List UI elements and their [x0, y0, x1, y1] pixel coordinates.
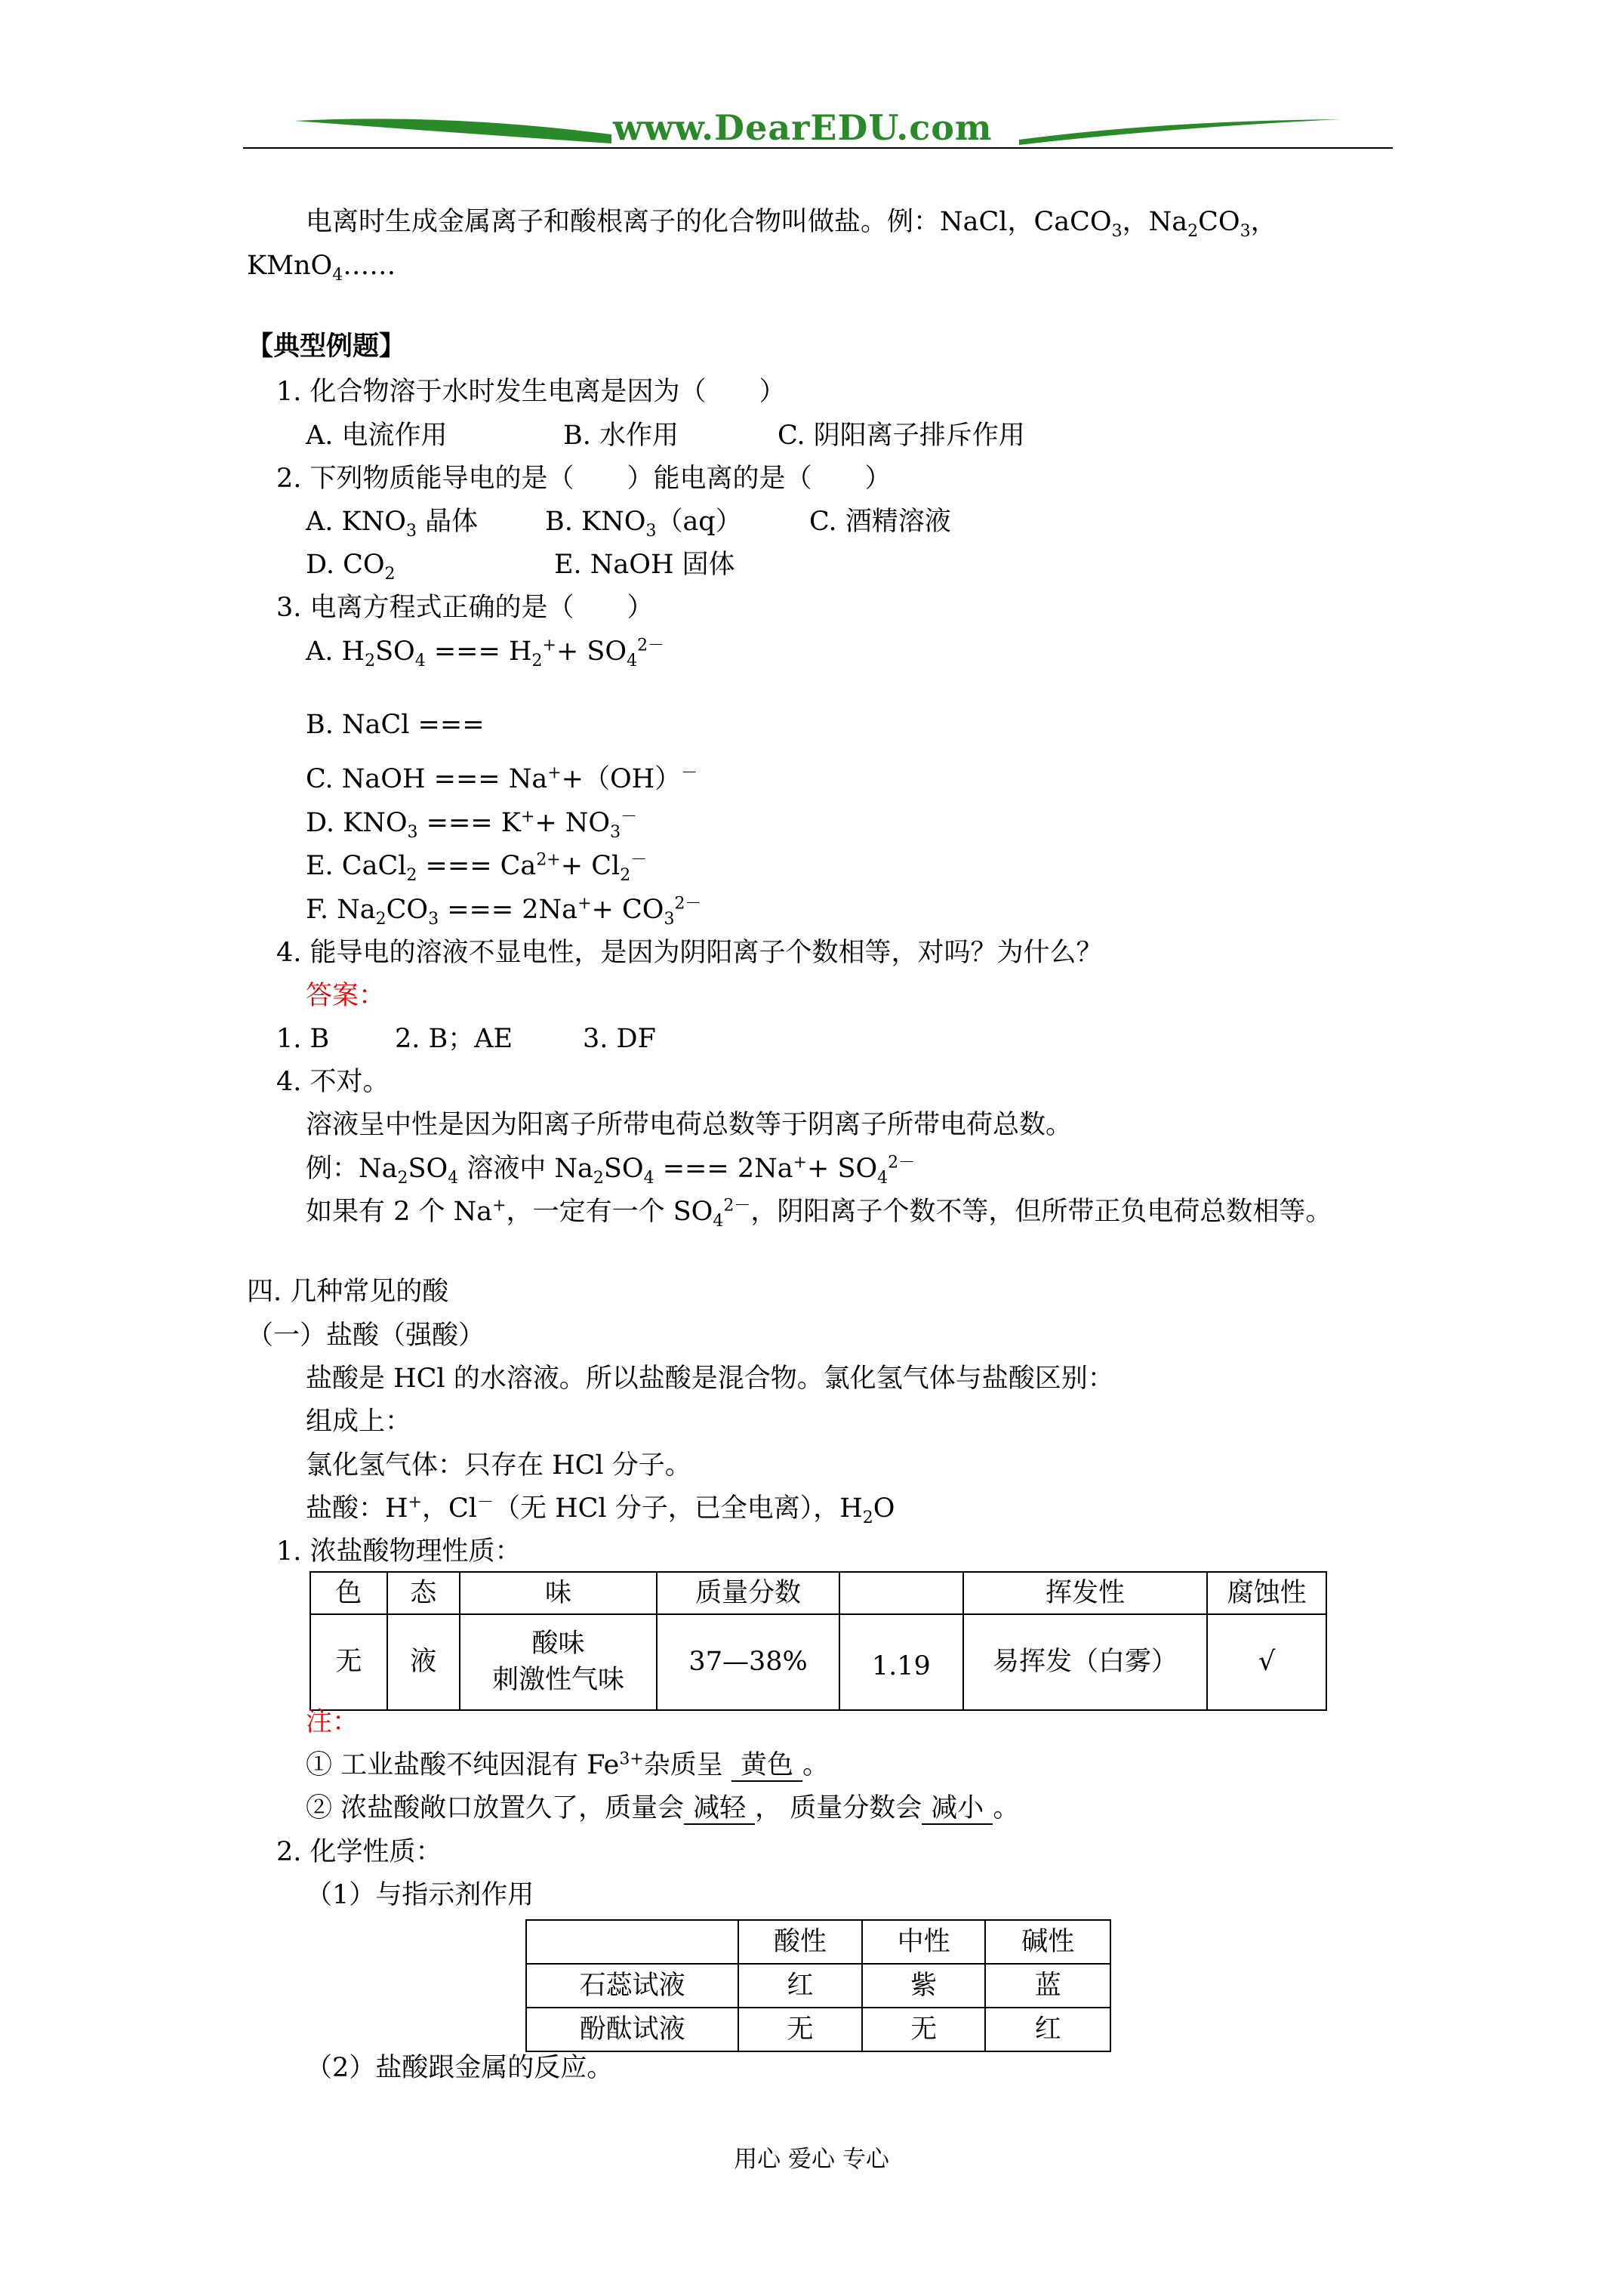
note-2: ② 浓盐酸敞口放置久了，质量会 减轻 ， 质量分数会 减小 。 [306, 1793, 1020, 1823]
answer-explain-1: 溶液呈中性是因为阳离子所带电荷总数等于阴离子所带电荷总数。 [306, 1110, 1073, 1140]
q2-option-c: C. 酒精溶液 [809, 507, 951, 537]
section-4-p4: 盐酸：H+，Cl－（无 HCl 分子，已全电离），$H_2O$ [306, 1493, 895, 1527]
table-cell: 无 [310, 1614, 387, 1710]
table-row [310, 1572, 1326, 1614]
note-1: ① 工业盐酸不纯因混有 $Fe^{3+}$杂质呈 黄色 。 [306, 1749, 829, 1780]
chemical-sub-1: （1）与指示剂作用 [306, 1880, 534, 1910]
table-cell: 红 [738, 1964, 862, 2008]
q3-option-f: F. $Na_2CO_3$ === $2Na^++ CO_3^{2-}$ [306, 894, 702, 929]
table-row [526, 1920, 1110, 1964]
indicator-table [525, 1919, 1111, 2052]
question-3: 3. 电离方程式正确的是（ ） [276, 593, 654, 623]
answer-2: 2. B；AE [395, 1024, 513, 1054]
table-row [526, 2008, 1110, 2051]
answers-label: 答案： [306, 981, 386, 1011]
table-header-cell: 碱性 [985, 1920, 1110, 1964]
table-header-cell: 质量分数 [657, 1572, 839, 1614]
examples-heading: 【典型例题】 [247, 331, 406, 362]
q2-option-e: E. NaOH 固体 [554, 550, 735, 580]
physical-properties-table [310, 1571, 1327, 1711]
logo-text: www.DearEDU.com [613, 107, 993, 148]
table-cell: 酚酞试液 [526, 2008, 738, 2051]
chemical-properties-title: 2. 化学性质： [276, 1837, 442, 1867]
answer-explain-2: 例：$Na_2SO_4$ 溶液中 $Na_2SO_4$ === $2Na^++ SO_4^{2-}$ [306, 1153, 916, 1188]
table-header-cell [839, 1572, 963, 1614]
q1-option-a: A. 电流作用 [306, 421, 448, 451]
physical-properties-title: 1. 浓盐酸物理性质： [276, 1536, 522, 1567]
intro-line-2: KMnO$_4$…… [247, 251, 396, 285]
note-2-blank-1: 减轻 [684, 1795, 755, 1825]
answer-explain-3: 如果有 2 个 Na+，一定有一个 $SO_4^{2-}$，阴阳离子个数不等，但所带正负电荷总数相等。 [306, 1196, 1332, 1231]
section-4-p3: 氯化氢气体：只存在 HCl 分子。 [306, 1450, 691, 1481]
table-cell: 37—38% [657, 1614, 839, 1710]
section-4-title: 四. 几种常见的酸 [247, 1277, 449, 1307]
note-1-blank: 黄色 [731, 1752, 802, 1782]
table-cell: 红 [985, 2008, 1110, 2051]
chemical-sub-2: （2）盐酸跟金属的反应。 [306, 2053, 614, 2083]
q3-option-b: B. NaCl === [306, 710, 485, 740]
answer-3: 3. DF [583, 1024, 656, 1054]
note-2-blank-2: 减小 [922, 1795, 993, 1825]
answer-1: 1. B [276, 1024, 330, 1054]
q2-option-b: B. $KNO_3(aq)$ [545, 507, 742, 541]
q3-option-a: A. $H_2SO_4$ === $H_2^++ SO_4^{2-}$ [306, 636, 665, 670]
page-footer: 用心 爱心 专心 [734, 2146, 889, 2173]
table-cell: 液 [387, 1614, 460, 1710]
table-header-cell: 色 [310, 1572, 387, 1614]
table-cell: 易挥发（白雾） [963, 1614, 1207, 1710]
table-cell: 无 [862, 2008, 986, 2051]
table-cell: 紫 [862, 1964, 986, 2008]
table-row [310, 1614, 1326, 1710]
q3-option-d: D. $KNO_3$ === $K^++ NO_3^-$ [306, 807, 638, 842]
q3-option-e: E. CaCl$_2$ === $Ca^{2+}+ Cl_2^-$ [306, 850, 648, 885]
question-1: 1. 化合物溶于水时发生电离是因为（ ） [276, 377, 786, 407]
table-header-cell: 味 [460, 1572, 658, 1614]
table-row [526, 1964, 1110, 2008]
table-header-cell: 态 [387, 1572, 460, 1614]
intro-line-1: 电离时生成金属离子和酸根离子的化合物叫做盐。例：NaCl，CaCO$_3$，$Na_2CO_3$， [306, 207, 1277, 241]
answer-4: 4. 不对。 [276, 1067, 390, 1097]
table-header-cell [526, 1920, 738, 1964]
question-4: 4. 能导电的溶液不显电性，是因为阴阳离子个数相等，对吗？为什么？ [276, 938, 1103, 968]
q3-option-c: C. NaOH === Na++（OH）－ [306, 763, 698, 794]
table-cell: √ [1207, 1614, 1326, 1710]
table-cell: 1.19 [839, 1614, 963, 1710]
note-label: 注： [306, 1707, 359, 1737]
table-header-cell: 腐蚀性 [1207, 1572, 1326, 1614]
table-header-cell: 挥发性 [963, 1572, 1207, 1614]
q2-option-a: A. $KNO_3$ 晶体 [306, 507, 479, 541]
section-4-sub-1: （一）盐酸（强酸） [247, 1321, 485, 1351]
table-cell: 酸味 刺激性气味 [460, 1614, 658, 1710]
table-header-cell: 酸性 [738, 1920, 862, 1964]
section-4-p2: 组成上： [306, 1407, 412, 1437]
section-4-p1: 盐酸是 HCl 的水溶液。所以盐酸是混合物。氯化氢气体与盐酸区别： [306, 1364, 1114, 1394]
table-cell: 蓝 [985, 1964, 1110, 2008]
q1-option-c: C. 阴阳离子排斥作用 [778, 421, 1025, 451]
table-cell: 石蕊试液 [526, 1964, 738, 2008]
header-rule [243, 147, 1393, 149]
table-header-cell: 中性 [862, 1920, 986, 1964]
question-2: 2. 下列物质能导电的是（ ）能电离的是（ ） [276, 464, 892, 494]
table-cell: 无 [738, 2008, 862, 2051]
q2-option-d: D. $CO_2$ [306, 550, 396, 584]
q1-option-b: B. 水作用 [563, 421, 679, 451]
